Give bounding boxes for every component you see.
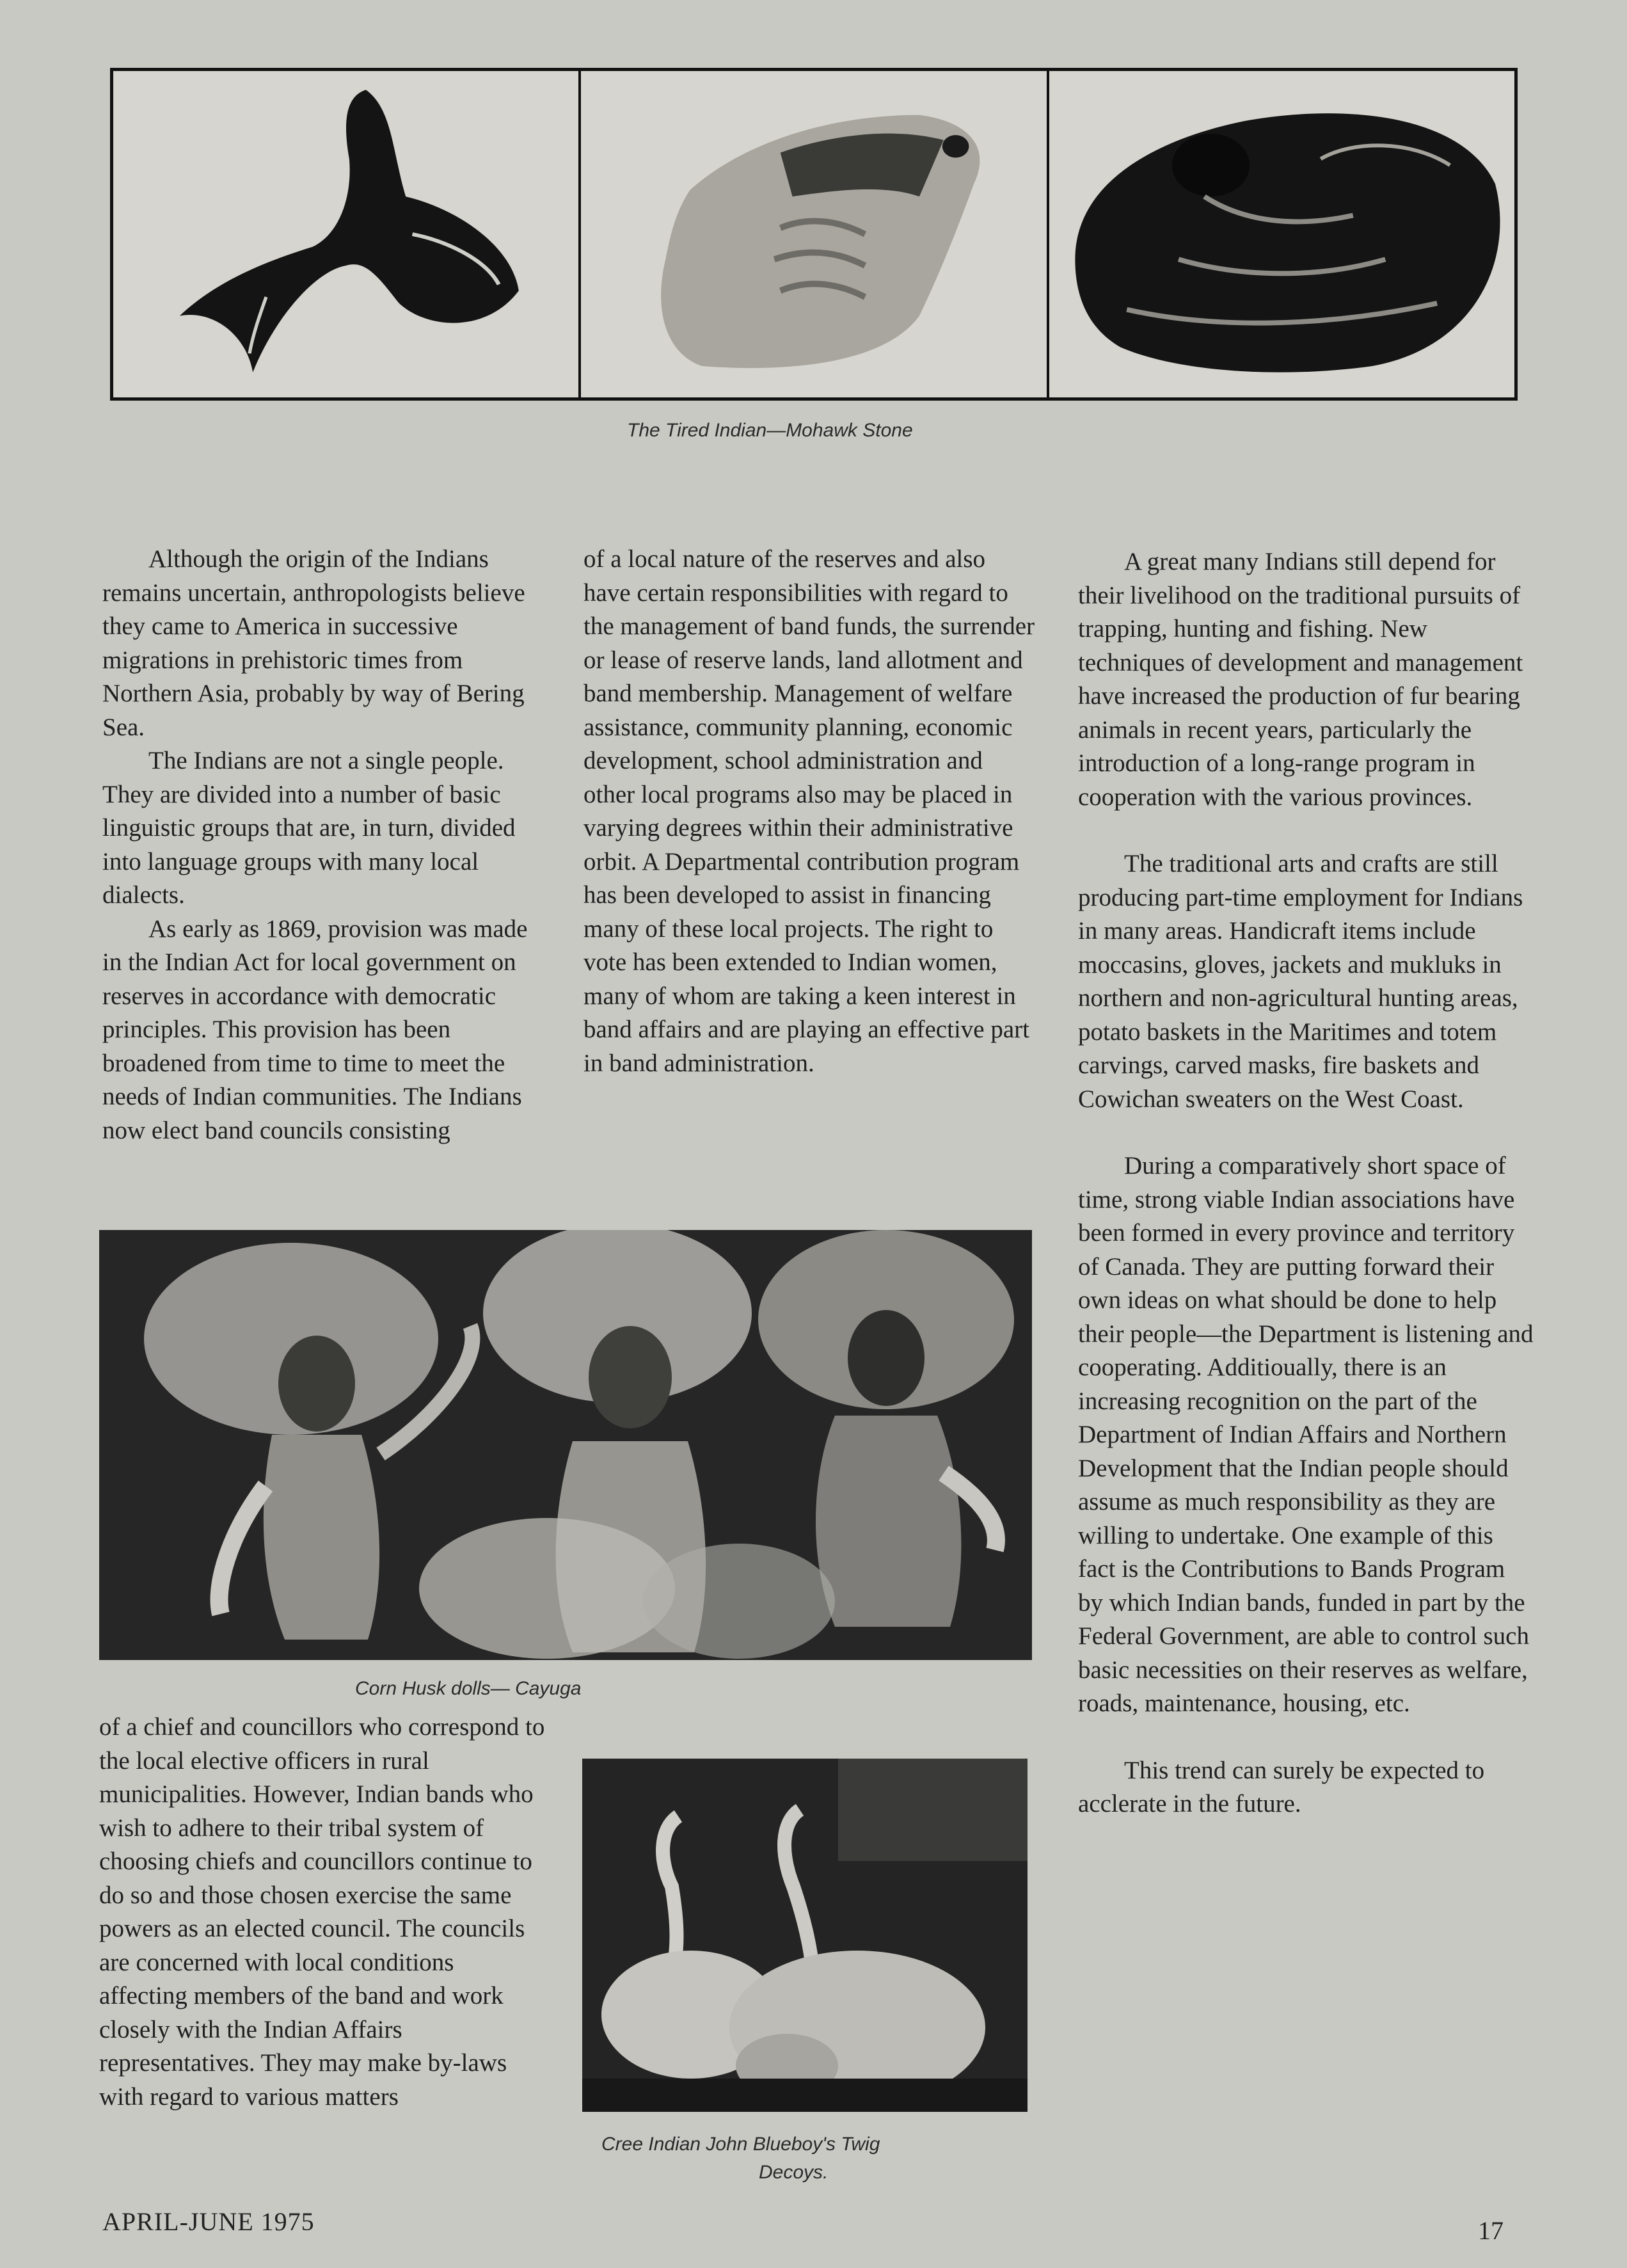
col2-paragraph-1: of a local nature of the reserves and also have certain responsibilities with regard to the management of band funds, the surrender or lease of reserve lands, land allotment and band membership. Management of welfare assistance, community planning, economic development, school administration and other local programs also may be placed in varying degrees within their administrative orbit. A Departmental contribution program has been developed to assist in financing many of these local projects. The right to vote has been extended to Indian women, many of whom are taking a keen interest in band affairs and are playing an effective part in band administration.	[583, 545, 1035, 1077]
corn-husk-caption: Corn Husk dolls— Cayuga	[355, 1678, 582, 1699]
column-1-lower	[99, 1711, 547, 2114]
col1-lower-paragraph: of a chief and councillors who correspond to the local elective officers in rural municipalities. However, Indian bands who wish to adhere to their tribal system of choosing chiefs and councillors continue to do so and those chosen exercise the same powers as an elected council. The councils are concerned with local conditions affecting members of the band and work closely with the Indian Affairs representatives. They may make by-laws with regard to various matters	[99, 1713, 545, 2111]
sculpture-photo-1	[113, 71, 581, 397]
page-number: 17	[1478, 2216, 1504, 2245]
decoys-caption-line-1: Cree Indian John Blueboy's Twig	[601, 2134, 880, 2155]
col3-paragraph-4: This trend can surely be expected to acclerate in the future.	[1078, 1756, 1485, 1817]
col1-paragraph-2: The Indians are not a single people. They are divided into a number of basic linguistic groups that are, in turn, divided into language groups with many local dialects.	[102, 747, 516, 909]
column-3	[1078, 545, 1534, 1821]
footer-issue-date: APRIL-JUNE 1975	[102, 2207, 315, 2236]
col1-paragraph-3: As early as 1869, provision was made in the Indian Act for local government on reserves in accordance with democratic principles. This provision has been broadened from time to time to meet the needs of Indian communities. The Indians now elect band councils consisting	[102, 914, 528, 1144]
col3-paragraph-2: The traditional arts and crafts are still producing part-time employment for Indians in many areas. Handicraft items include moccasins, gloves, jackets and mukluks in northern and non-agricultural hunting areas, potato baskets in the Maritimes and totem carvings, carved masks, fire baskets and Cowichan sweaters on the West Coast.	[1078, 850, 1523, 1113]
column-2-upper	[583, 543, 1038, 1080]
top-photo-caption: The Tired Indian—Mohawk Stone	[627, 420, 913, 441]
sculpture-photo-2	[581, 71, 1049, 397]
sculpture-photo-strip	[110, 68, 1518, 401]
sculpture-photo-3	[1049, 71, 1514, 397]
column-1-upper	[102, 543, 550, 1147]
col3-paragraph-3: During a comparatively short space of time, strong viable Indian associations have been formed in every province and territory of Canada. They are putting forward their own ideas on what should be done to help their people—the Department is listening and cooperating. Additioually, there is an increasing recognition on the part of the Department of Indian Affairs and Northern Development that the Indian people should assume as much responsibility as they are willing to undertake. One example of this fact is the Contributions to Bands Program by which Indian bands, funded in part by the Federal Government, are able to control such basic necessities on their reserves as welfare, roads, maintenance, housing, etc.	[1078, 1152, 1534, 1717]
decoys-caption-line-2: Decoys.	[759, 2162, 829, 2183]
col3-paragraph-1: A great many Indians still depend for their livelihood on the traditional pursuits of trapping, hunting and fishing. New techniques of development and management have increased the production of fur bearing animals in recent years, particularly the introduction of a long-range program in cooperation with the various provinces.	[1078, 548, 1523, 811]
col1-paragraph-1: Although the origin of the Indians remains uncertain, anthropologists believe they came to America in successive migrations in prehistoric times from Northern Asia, probably by way of Bering Sea.	[102, 545, 525, 741]
twig-decoys-photo	[582, 1759, 1028, 2112]
corn-husk-dolls-photo	[99, 1230, 1032, 1660]
